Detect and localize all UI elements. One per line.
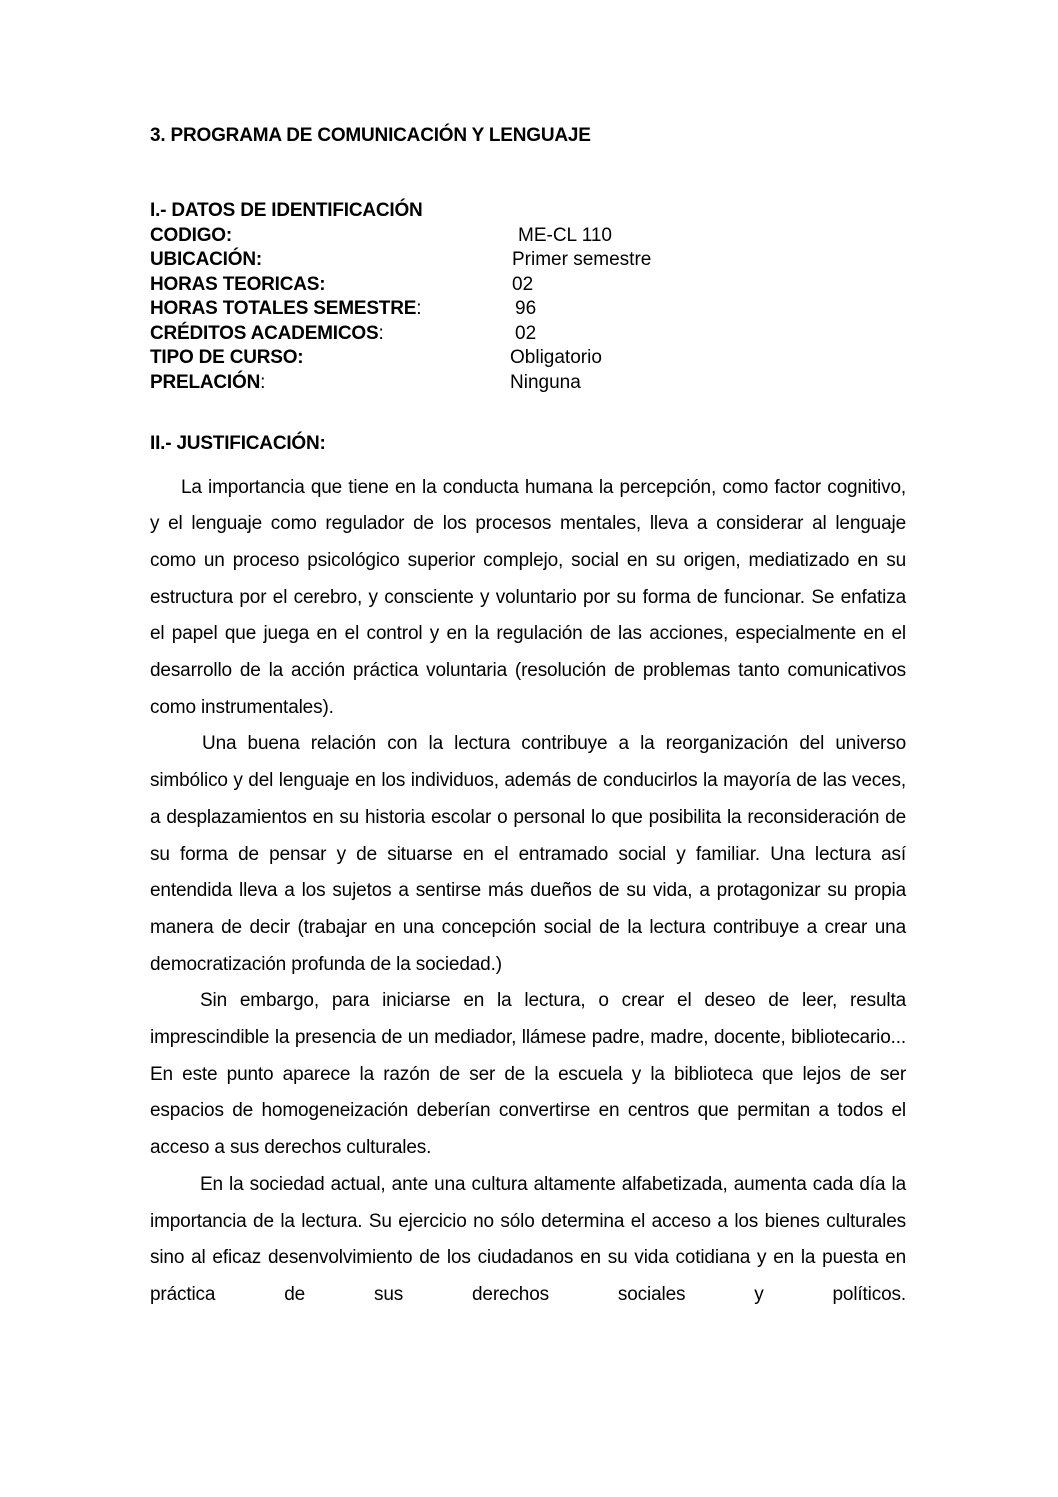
id-label: HORAS TEORICAS: — [150, 273, 326, 295]
id-label-text: PRELACIÓN — [150, 371, 261, 393]
id-label — [150, 297, 421, 322]
paragraph: Una buena relación con la lectura contribuye a la reorganización del universo simbólico y del lenguaje en los individuos, además de conducirlos la mayoría de las veces, a desplazamientos en su historia escolar o personal lo que posibilita la reconsideración de su forma de pensar y de situarse en el entramado social y familiar. Una lectura así entendida lleva a los sujetos a sentirse más dueños de su vida, a protagonizar su propia manera de decir (trabajar en una concepción social de la lectura contribuye a crear una democratización profunda de la sociedad.) — [150, 733, 906, 975]
id-label: CODIGO: — [150, 224, 232, 246]
id-row-prelacion — [150, 371, 750, 396]
id-label — [150, 371, 265, 396]
id-row-horas-totales — [150, 297, 750, 322]
id-label-text: CRÉDITOS ACADEMICOS — [150, 322, 379, 344]
id-row-horas-teoricas — [150, 273, 750, 298]
id-row-creditos — [150, 322, 750, 347]
paragraph: Sin embargo, para iniciarse en la lectura, o crear el deseo de leer, resulta imprescindible la presencia de un mediador, llámese padre, madre, docente, bibliotecario... En este punto aparece la razón de ser de la escuela y la biblioteca que lejos de ser espacios de homogeneización deberían convertirse en centros que permitan a todos el acceso a sus derechos culturales. — [150, 990, 906, 1159]
id-value: Primer semestre — [512, 249, 652, 270]
id-row-ubicacion — [150, 248, 750, 273]
paragraph: En la sociedad actual, ante una cultura altamente alfabetizada, aumenta cada día la importancia de la lectura. Su ejercicio no sólo determina el acceso a los bienes culturales sino al eficaz desenvolvimiento de los ciudadanos en su vida cotidiana y en la puesta en práctica de sus derechos sociales y políticos. — [150, 1173, 906, 1305]
document-title: 3. PROGRAMA DE COMUNICACIÓN Y LENGUAJE — [150, 125, 591, 146]
id-value: ME-CL 110 — [518, 224, 612, 246]
id-value: 96 — [515, 298, 537, 319]
identification-heading: I.- DATOS DE IDENTIFICACIÓN — [150, 200, 423, 221]
paragraph: La importancia que tiene en la conducta humana la percepción, como factor cognitivo, y el lenguaje como regulador de los procesos mentales, lleva a considerar al lenguaje como un proceso psicológico superior complejo, social en su origen, mediatizado en su estructura por el cerebro, y consciente y voluntario por su forma de funcionar. Se enfatiza el papel que juega en el control y en la regulación de las acciones, especialmente en el desarrollo de la acción práctica voluntaria (resolución de problemas tanto comunicativos como instrumentales). — [150, 476, 906, 718]
id-row-codigo — [150, 224, 750, 249]
id-label: TIPO DE CURSO: — [150, 347, 304, 368]
id-label-colon: : — [260, 371, 266, 393]
justification-heading: II.- JUSTIFICACIÓN: — [150, 433, 326, 454]
id-row-tipo-curso — [150, 346, 750, 371]
justification-section — [150, 432, 906, 1314]
id-label-colon: : — [378, 322, 384, 344]
id-value: 02 — [515, 322, 537, 344]
id-value: Ninguna — [510, 371, 581, 393]
id-value: Obligatorio — [510, 347, 602, 368]
id-label: UBICACIÓN: — [150, 249, 262, 270]
id-value: 02 — [512, 273, 534, 295]
identification-section — [150, 199, 750, 395]
id-label-colon: : — [416, 298, 422, 319]
id-label-text: HORAS TOTALES SEMESTRE — [150, 298, 417, 319]
id-label — [150, 322, 384, 347]
